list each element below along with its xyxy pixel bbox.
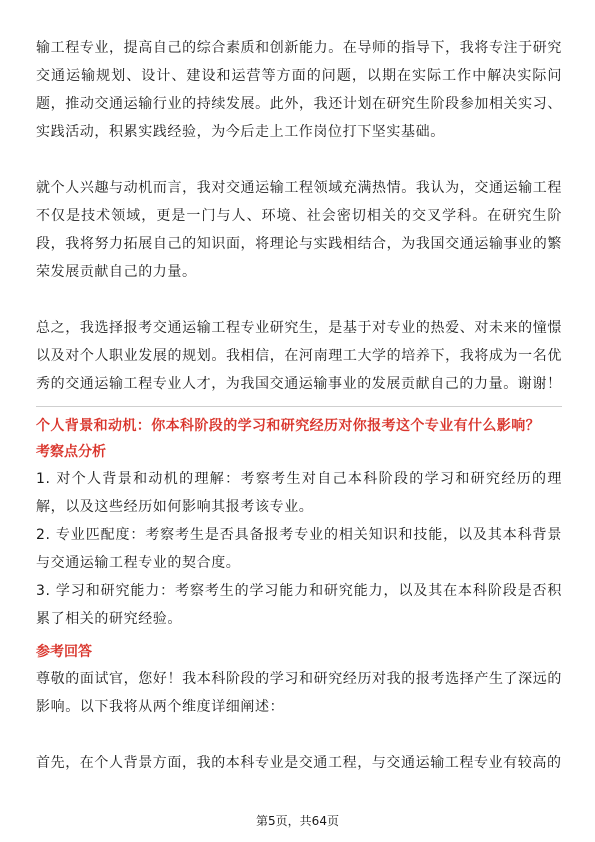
analysis-item: 3. 学习和研究能力：考察考生的学习能力和研究能力，以及其在本科阶段是否积累了相关的研究经验。 xyxy=(36,583,562,627)
question-heading: 个人背景和动机：你本科阶段的学习和研究经历对你报考这个专业有什么影响？ xyxy=(36,418,540,434)
answer-paragraph: 首先，在个人背景方面，我的本科专业是交通工程，与交通运输工程专业有较高的 xyxy=(36,755,562,771)
analysis-item: 2. 专业匹配度：考察考生是否具备报考专业的相关知识和技能，以及其本科背景与交通运输工程专业的契合度。 xyxy=(36,527,562,571)
section-divider xyxy=(36,406,562,407)
analysis-item: 1. 对个人背景和动机的理解：考察考生对自己本科阶段的学习和研究经历的理解，以及这些经历如何影响其报考该专业。 xyxy=(36,471,562,515)
paragraph-interest: 就个人兴趣与动机而言，我对交通运输工程领域充满热情。我认为，交通运输工程不仅是技术领域，更是一门与人、环境、社会密切相关的交叉学科。在研究生阶段，我将努力拓展自己的知识面，将理论与实践相结合，为我国交通运输事业的繁荣发展贡献自己的力量。 xyxy=(36,180,562,280)
paragraph-plan: 输工程专业，提高自己的综合素质和创新能力。在导师的指导下，我将专注于研究交通运输规划、设计、建设和运营等方面的问题，以期在实际工作中解决实际问题，推动交通运输行业的持续发展。此外，我还计划在研究生阶段参加相关实习、实践活动，积累实践经验，为今后走上工作岗位打下坚实基础。 xyxy=(36,40,562,140)
answer-paragraph: 尊敬的面试官，您好！我本科阶段的学习和研究经历对我的报考选择产生了深远的影响。以下我将从两个维度详细阐述： xyxy=(36,671,562,715)
page-footer: 第5页，共64页 xyxy=(256,814,339,828)
paragraph-gap xyxy=(36,146,562,174)
paragraph-gap xyxy=(36,721,562,749)
analysis-title: 考察点分析 xyxy=(36,444,106,460)
paragraph-gap xyxy=(36,286,562,314)
answer-title: 参考回答 xyxy=(36,644,92,660)
paragraph-conclusion: 总之，我选择报考交通运输工程专业研究生，是基于对专业的热爱、对未来的憧憬以及对个人职业发展的规划。我相信，在河南理工大学的培养下，我将成为一名优秀的交通运输工程专业人才，为我国交通运输事业的发展贡献自己的力量。谢谢！ xyxy=(36,320,562,392)
page-body xyxy=(36,34,562,777)
